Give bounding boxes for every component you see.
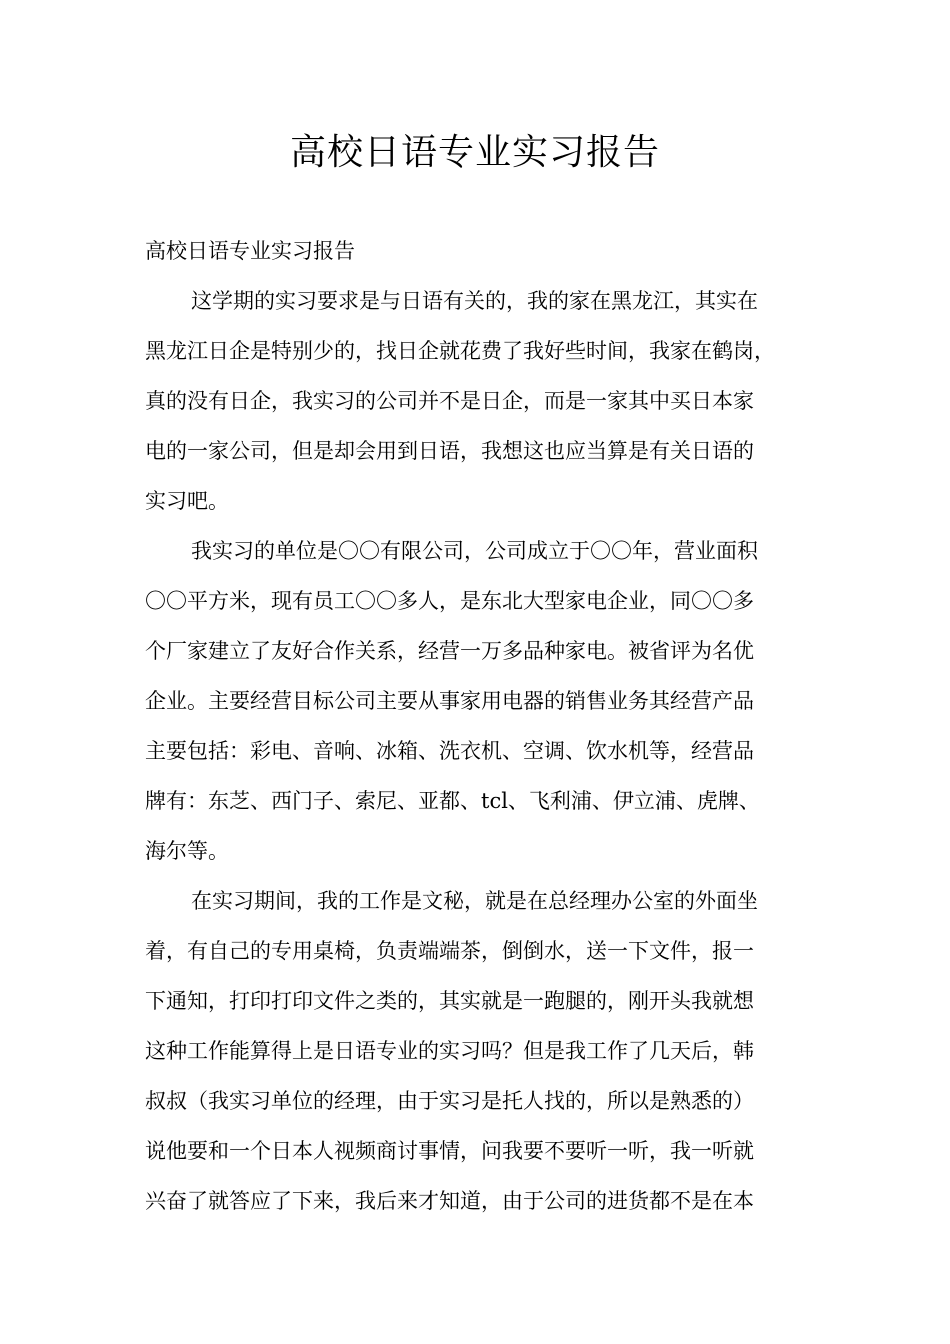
paragraph-line: 黑龙江日企是特别少的，找日企就花费了我好些时间，我家在鹤岗， xyxy=(145,339,775,363)
paragraph-line: 在实习期间，我的工作是文秘，就是在总经理办公室的外面坐 xyxy=(191,889,758,913)
paragraph-line: 实习吧。 xyxy=(145,489,229,513)
paragraph-line: 这种工作能算得上是日语专业的实习吗？但是我工作了几天后，韩 xyxy=(145,1039,754,1063)
paragraph-line: 我实习的单位是〇〇有限公司，公司成立于〇〇年，营业面积 xyxy=(191,539,758,563)
paragraph-line: 个厂家建立了友好合作关系，经营一万多品种家电。被省评为名优 xyxy=(145,639,754,663)
paragraph-line: 牌有：东芝、西门子、索尼、亚都、tcl、飞利浦、伊立浦、虎牌、 xyxy=(145,789,760,813)
paragraph-line: 〇〇平方米，现有员工〇〇多人，是东北大型家电企业，同〇〇多 xyxy=(145,589,754,613)
paragraph-line: 海尔等。 xyxy=(145,839,229,863)
paragraph-line: 真的没有日企，我实习的公司并不是日企，而是一家其中买日本家 xyxy=(145,389,754,413)
paragraph-line: 主要包括：彩电、音响、冰箱、洗衣机、空调、饮水机等，经营品 xyxy=(145,739,754,763)
subtitle-line: 高校日语专业实习报告 xyxy=(145,239,355,263)
paragraph-line: 电的一家公司，但是却会用到日语，我想这也应当算是有关日语的 xyxy=(145,439,754,463)
paragraph-line: 着，有自己的专用桌椅，负责端端茶，倒倒水，送一下文件，报一 xyxy=(145,939,754,963)
paragraph-line: 企业。主要经营目标公司主要从事家用电器的销售业务其经营产品 xyxy=(145,689,754,713)
paragraph-line: 说他要和一个日本人视频商讨事情，问我要不要听一听，我一听就 xyxy=(145,1139,754,1163)
paragraph-line: 这学期的实习要求是与日语有关的，我的家在黑龙江，其实在 xyxy=(191,289,758,313)
document-body xyxy=(145,226,815,1226)
paragraph-line: 叔叔（我实习单位的经理，由于实习是托人找的，所以是熟悉的） xyxy=(145,1089,754,1113)
paragraph-line: 兴奋了就答应了下来，我后来才知道，由于公司的进货都不是在本 xyxy=(145,1189,754,1213)
document-title: 高校日语专业实习报告 xyxy=(289,132,660,173)
paragraph-line: 下通知，打印打印文件之类的，其实就是一跑腿的，刚开头我就想 xyxy=(145,989,754,1013)
